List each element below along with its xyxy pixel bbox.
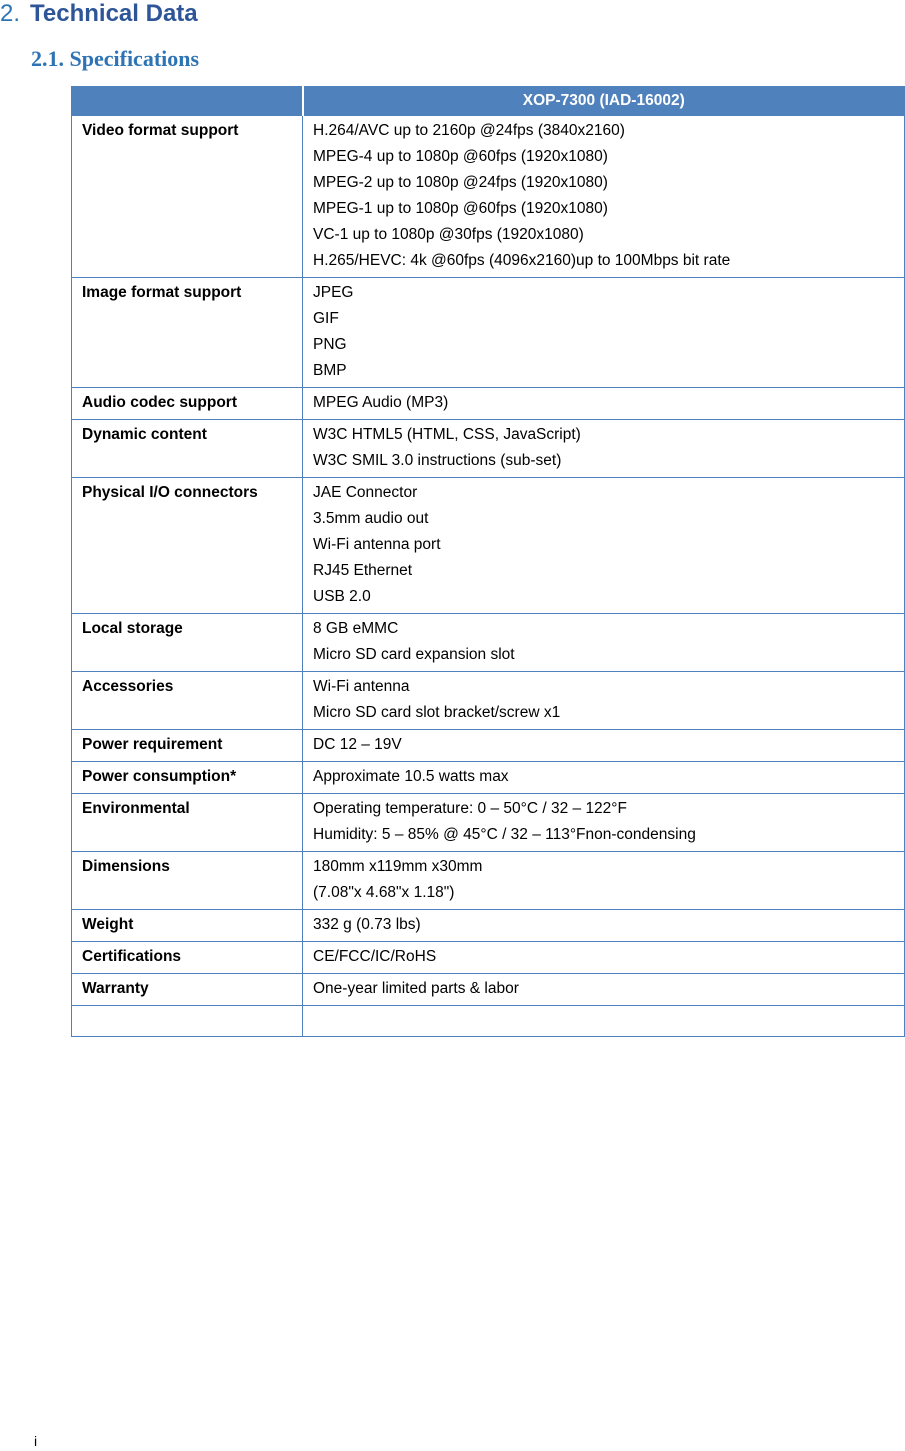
table-row [72, 388, 905, 420]
table-row [72, 794, 905, 852]
spec-label: Weight [72, 910, 303, 942]
spec-value-line: VC-1 up to 1080p @30fps (1920x1080) [313, 226, 584, 243]
table-row [72, 852, 905, 910]
spec-value [303, 730, 905, 762]
spec-value-line: One-year limited parts & labor [313, 980, 519, 997]
spec-value-line: Micro SD card slot bracket/screw x1 [313, 704, 561, 721]
spec-label: Dynamic content [72, 420, 303, 478]
table-row [72, 910, 905, 942]
table-row [72, 116, 905, 278]
page-number: i [34, 1433, 38, 1449]
spec-value-line: DC 12 – 19V [313, 736, 402, 753]
spec-value [303, 762, 905, 794]
spec-value [303, 420, 905, 478]
table-row [72, 942, 905, 974]
spec-value [303, 478, 905, 614]
spec-value-line: Micro SD card expansion slot [313, 646, 515, 663]
table-row [72, 762, 905, 794]
spec-value-line: Wi-Fi antenna port [313, 536, 441, 553]
subsection-heading: 2.1. Specifications [31, 46, 200, 71]
spec-value [303, 116, 905, 278]
spec-label [72, 1006, 303, 1037]
section-number: 2. [0, 0, 21, 27]
spec-label: Power consumption* [72, 762, 303, 794]
spec-value-line: H.265/HEVC: 4k @60fps (4096x2160)up to 100Mbps bit rate [313, 252, 731, 269]
spec-label: Audio codec support [72, 388, 303, 420]
spec-label: Video format support [72, 116, 303, 278]
specifications-body [72, 116, 905, 1037]
spec-value-line: MPEG-2 up to 1080p @24fps (1920x1080) [313, 174, 608, 191]
spec-value-line: 8 GB eMMC [313, 620, 399, 637]
spec-value-line: 332 g (0.73 lbs) [313, 916, 421, 933]
spec-value-line: W3C SMIL 3.0 instructions (sub-set) [313, 452, 562, 469]
spec-value [303, 1006, 905, 1037]
spec-value [303, 672, 905, 730]
spec-label: Environmental [72, 794, 303, 852]
spec-value-line: W3C HTML5 (HTML, CSS, JavaScript) [313, 426, 581, 443]
spec-value [303, 910, 905, 942]
spec-value-line: MPEG-4 up to 1080p @60fps (1920x1080) [313, 148, 608, 165]
spec-value-line: Wi-Fi antenna [313, 678, 410, 695]
spec-label: Warranty [72, 974, 303, 1006]
spec-label: Physical I/O connectors [72, 478, 303, 614]
spec-value [303, 852, 905, 910]
spec-value-line: (7.08"x 4.68"x 1.18") [313, 884, 455, 901]
section-heading [0, 0, 198, 28]
spec-value-line: MPEG Audio (MP3) [313, 394, 449, 411]
table-row [72, 478, 905, 614]
spec-label: Accessories [72, 672, 303, 730]
header-blank-cell [72, 87, 303, 116]
table-row [72, 974, 905, 1006]
table-row [72, 278, 905, 388]
spec-value-line: RJ45 Ethernet [313, 562, 413, 579]
spec-value-line: 180mm x119mm x30mm [313, 858, 483, 875]
spec-value [303, 388, 905, 420]
header-model-cell: XOP-7300 (IAD-16002) [303, 87, 905, 116]
spec-value-line: USB 2.0 [313, 588, 371, 605]
spec-value-line: JPEG [313, 284, 354, 301]
table-row [72, 672, 905, 730]
spec-value-line: H.264/AVC up to 2160p @24fps (3840x2160) [313, 122, 625, 139]
table-row [72, 614, 905, 672]
spec-value-line: Operating temperature: 0 – 50°C / 32 – 122°F [313, 800, 627, 817]
spec-value-line: Approximate 10.5 watts max [313, 768, 509, 785]
spec-value [303, 974, 905, 1006]
spec-value-line: CE/FCC/IC/RoHS [313, 948, 437, 965]
spec-label: Image format support [72, 278, 303, 388]
spec-value-line: JAE Connector [313, 484, 418, 501]
spec-value-line: 3.5mm audio out [313, 510, 429, 527]
spec-value-line: PNG [313, 336, 347, 353]
spec-value [303, 278, 905, 388]
spec-value [303, 614, 905, 672]
spec-value-line: BMP [313, 362, 347, 379]
spec-label: Local storage [72, 614, 303, 672]
spec-value-line: Humidity: 5 – 85% @ 45°C / 32 – 113°Fnon-condensing [313, 826, 696, 843]
table-row [72, 730, 905, 762]
spec-value-line: GIF [313, 310, 339, 327]
spec-value [303, 942, 905, 974]
spec-label: Certifications [72, 942, 303, 974]
spec-label: Dimensions [72, 852, 303, 910]
specifications-table [71, 86, 905, 1037]
table-row [72, 1006, 905, 1037]
spec-label: Power requirement [72, 730, 303, 762]
spec-value-line: MPEG-1 up to 1080p @60fps (1920x1080) [313, 200, 608, 217]
table-row [72, 420, 905, 478]
section-title: Technical Data [30, 0, 198, 27]
table-header-row [72, 87, 905, 116]
spec-value [303, 794, 905, 852]
